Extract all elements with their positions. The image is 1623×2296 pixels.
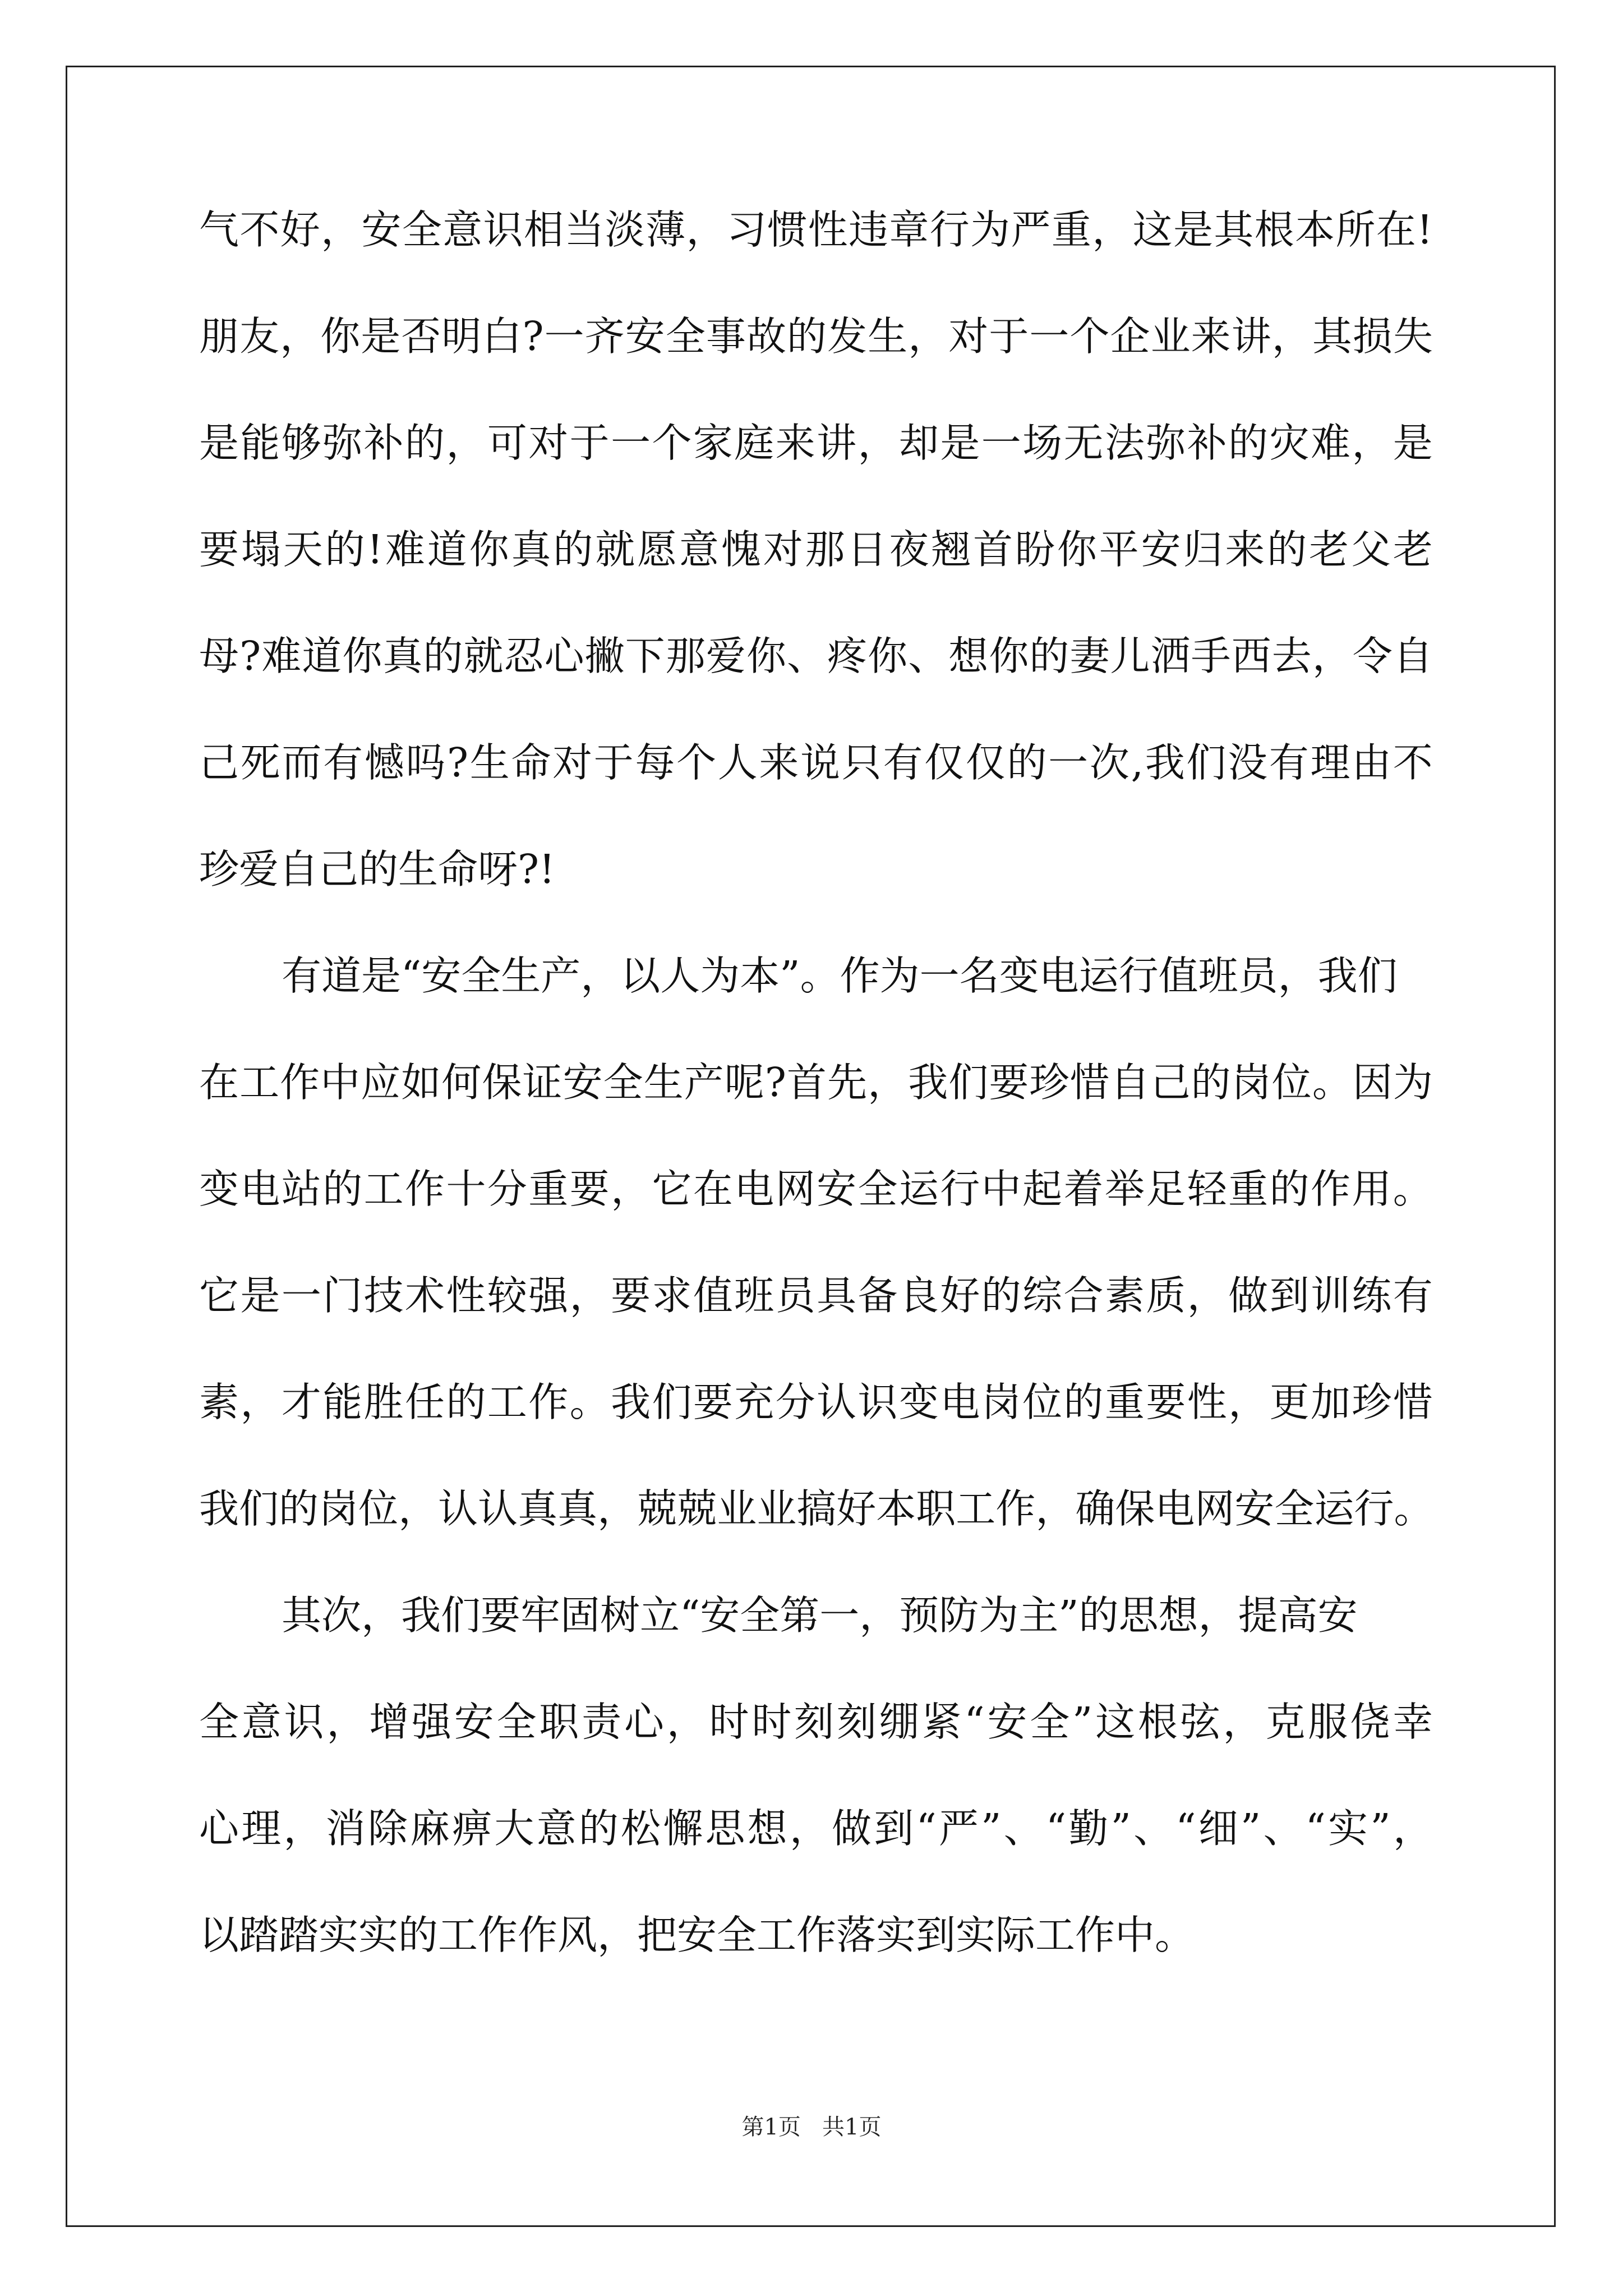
text-line: 其次，我们要牢固树立“安全第一，预防为主”的思想，提高安 [282,1592,1358,1639]
text-line: 是 能 够 弥 补 的 ， 可 对 于 一 个 家 庭 来 讲 ， 却 是 一 场 无 法 弥 补 的 灾 难 ， 是 [199,420,1433,466]
text-line: 我 们 的 岗 位 ， 认 认 真 真 ， 兢 兢 业 业 搞 好 本 职 工 作 ， 确 保 电 网 安 全 运 行 。 [199,1485,1434,1532]
text-line: 气 不 好 ， 安 全 意 识 相 当 淡 薄 ， 习 惯 性 违 章 行 为 严 重 ， 这 是 其 根 本 所 在 ! [199,206,1433,253]
text-line: 母 ? 难 道 你 真 的 就 忍 心 撇 下 那 爱 你 、 疼 你 、 想 你 的 妻 儿 洒 手 西 去 ， 令 自 [199,633,1433,679]
text-line: 变 电 站 的 工 作 十 分 重 要 ， 它 在 电 网 安 全 运 行 中 起 着 举 足 轻 重 的 作 用 。 [199,1166,1433,1212]
page-footer: 第1页 共1页 [741,2114,882,2140]
text-line: 以踏踏实实的工作作风，把安全工作落实到实际工作中。 [199,1912,1195,1958]
text-line: 素 ， 才 能 胜 任 的 工 作 。 我 们 要 充 分 认 识 变 电 岗 位 的 重 要 性 ， 更 加 珍 惜 [199,1379,1433,1425]
text-line: 它 是 一 门 技 术 性 较 强 ， 要 求 值 班 员 具 备 良 好 的 综 合 素 质 ， 做 到 训 练 有 [199,1272,1433,1319]
text-line: 朋 友 ， 你 是 否 明 白 ? 一 齐 安 全 事 故 的 发 生 ， 对 于 一 个 企 业 来 讲 ， 其 损 失 [199,313,1433,360]
document-body [199,202,1433,2014]
text-line: 在 工 作 中 应 如 何 保 证 安 全 生 产 呢 ? 首 先 ， 我 们 要 珍 惜 自 己 的 岗 位 。 因 为 [199,1059,1433,1106]
text-line: 珍爱自己的生命呀?! [199,846,555,892]
text-line: 心 理 ， 消 除 麻 痹 大 意 的 松 懈 思 想 ， 做 到 “ 严 ” 、 “ 勤 ” 、 “ 细 ” 、 “ 实 ” ， [199,1805,1433,1852]
text-line: 有道是“安全生产，以人为本”。作为一名变电运行值班员，我们 [282,953,1398,999]
text-line: 全 意 识 ， 增 强 安 全 职 责 心 ， 时 时 刻 刻 绷 紧 “ 安 全 ” 这 根 弦 ， 克 服 侥 幸 [199,1699,1433,1745]
text-line: 要 塌 天 的 ! 难 道 你 真 的 就 愿 意 愧 对 那 日 夜 翘 首 盼 你 平 安 归 来 的 老 父 老 [199,526,1433,573]
text-line: 己 死 而 有 憾 吗 ? 生 命 对 于 每 个 人 来 说 只 有 仅 仅 的 一 次 , 我 们 没 有 理 由 不 [199,739,1433,786]
